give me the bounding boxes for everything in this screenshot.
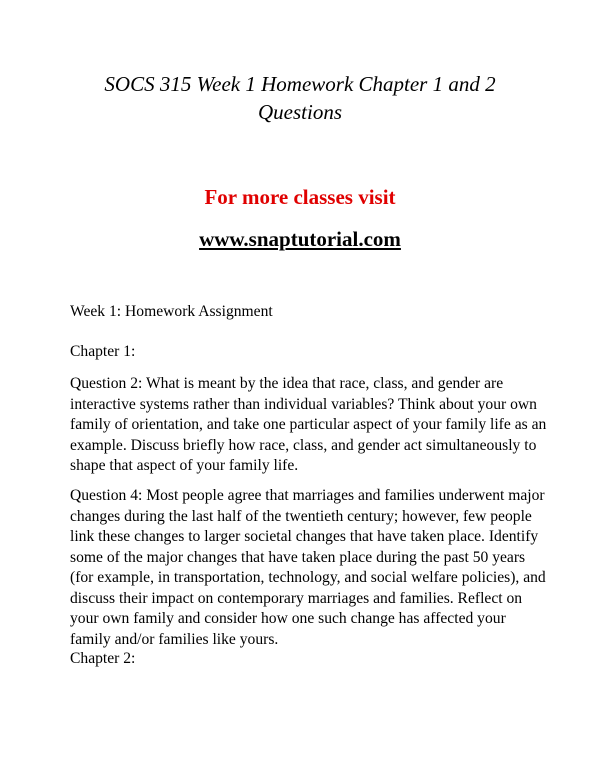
week-heading: Week 1: Homework Assignment — [70, 303, 273, 320]
document-title: SOCS 315 Week 1 Homework Chapter 1 and 2 Questions — [104, 72, 496, 124]
promo-link[interactable]: www.snaptutorial.com — [199, 227, 401, 251]
question-2-paragraph: Question 2: What is meant by the idea that race, class, and gender are interactive systems rather than individual variables? Think about your own family of orientation, and take one particular aspect of your family life as an example. Discuss briefly how race, class, and gender act simultaneously to shape that aspect of your family life. — [70, 375, 547, 474]
chapter-1-heading: Chapter 1: — [70, 343, 136, 360]
promo-heading: For more classes visit — [204, 185, 396, 209]
chapter-2-heading: Chapter 2: — [70, 650, 136, 667]
question-4-paragraph: Question 4: Most people agree that marriages and families underwent major changes during the last half of the twentieth century; however, few people link these changes to larger societal changes that have taken place. Identify some of the major changes that have taken place during the past 50 years (for example, in transportation, technology, and social welfare policies), and discuss their impact on contemporary marriages and families. Reflect on your own family and consider how one such change has affected your family and/or families like yours. — [70, 487, 546, 648]
